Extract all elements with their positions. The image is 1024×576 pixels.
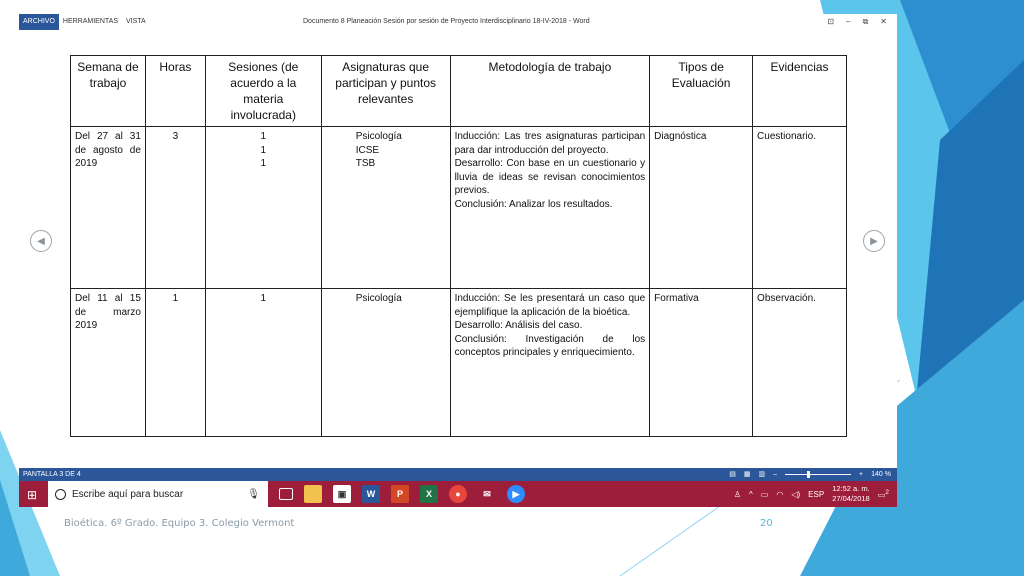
mail-icon[interactable]: ✉ [483, 488, 491, 499]
cortana-icon [55, 489, 66, 500]
session-value: 1 [260, 293, 267, 304]
cell-evaluacion: Diagnóstica [650, 127, 753, 289]
word-icon[interactable]: W [362, 485, 380, 503]
volume-icon[interactable]: ◁) [791, 489, 801, 499]
title-bar [19, 14, 897, 30]
previous-screen-icon[interactable]: ◀ [30, 230, 52, 252]
clock-time: 12:52 a. m. [832, 484, 870, 493]
language-indicator[interactable]: ESP [808, 489, 825, 499]
fit-screen-icon[interactable]: ⊡ [827, 17, 835, 26]
slide-number: 20 [760, 518, 773, 529]
search-placeholder: Escribe aquí para buscar [72, 488, 184, 500]
notification-count: 2 [885, 488, 889, 496]
cell-horas: 1 [145, 289, 205, 437]
powerpoint-icon[interactable]: P [391, 485, 409, 503]
word-screenshot [19, 14, 897, 507]
session-value: 1 [260, 158, 267, 169]
menu-vista[interactable]: VISTA [126, 18, 146, 25]
header-horas: Horas [145, 56, 205, 127]
slide-footer: Bioética. 6º Grado. Equipo 3. Colegio Vermont [64, 518, 295, 529]
cell-evidencias: Cuestionario. [753, 127, 847, 289]
session-value: 1 [260, 131, 267, 142]
header-evidencias: Evidencias [753, 56, 847, 127]
cell-evaluacion: Formativa [650, 289, 753, 437]
method-desarrollo: Desarrollo: Análisis del caso. [454, 320, 583, 331]
header-evaluacion: Tipos de Evaluación [650, 56, 753, 127]
cell-sesiones [205, 289, 321, 437]
cell-metodologia [450, 127, 650, 289]
store-icon[interactable]: ▣ [333, 485, 351, 503]
method-induccion: Inducción: Se les presentará un caso que ejemplifique la aplicación de la bioética. [454, 293, 646, 318]
cell-asignaturas [321, 127, 450, 289]
close-icon[interactable]: ✕ [880, 17, 887, 26]
windows-taskbar [19, 481, 897, 507]
restore-icon[interactable]: ⧉ [862, 17, 869, 26]
method-desarrollo: Desarrollo: Con base en un cuestionario y lluvia de ideas se revisan conocimientos previos. [454, 158, 646, 196]
session-value: 1 [260, 144, 267, 156]
table-row [71, 127, 847, 289]
windows-start-icon[interactable]: ⊞ [27, 488, 38, 502]
menu-bar [19, 14, 150, 30]
web-layout-icon[interactable]: ▥ [758, 471, 766, 478]
document-title: Documento 8 Planeación Sesión por sesión de Proyecto Interdisciplinario 18-IV-2018 - Word [303, 18, 590, 25]
method-conclusion: Conclusión: Analizar los resultados. [454, 198, 613, 210]
clock[interactable] [832, 484, 870, 504]
window-controls [827, 14, 887, 30]
method-conclusion: Conclusión: Investigación de los conceptos principales y enriquecimiento. [454, 333, 646, 358]
zoom-in-button[interactable]: + [859, 471, 864, 478]
chrome-icon[interactable]: ● [449, 485, 467, 503]
planning-table [70, 55, 847, 437]
zoom-out-button[interactable]: – [773, 471, 778, 478]
minimize-icon[interactable]: – [846, 17, 851, 26]
show-hidden-icons[interactable]: ^ [749, 489, 753, 499]
cell-metodologia [450, 289, 650, 437]
notification-icon[interactable]: ▭$^2$ [877, 488, 889, 500]
subject-item: Psicología [355, 293, 402, 304]
method-induccion: Inducción: Las tres asignaturas participan para dar introducción del proyecto. [454, 131, 646, 156]
zoom-level[interactable]: 140 % [871, 471, 891, 478]
read-mode-icon[interactable]: ▤ [729, 471, 736, 478]
menu-archivo[interactable]: ARCHIVO [19, 14, 59, 30]
cell-semana: Del 11 al 15 de marzo 2019 [71, 289, 146, 437]
people-icon[interactable]: ♙ [733, 489, 742, 499]
subject-item: Psicología [355, 131, 402, 142]
view-controls [729, 468, 891, 481]
header-sesiones: Sesiones (de acuerdo a la materia involucrada) [205, 56, 321, 127]
file-explorer-icon[interactable] [304, 485, 322, 503]
clock-date: 27/04/2018 [832, 494, 870, 503]
cell-horas: 3 [145, 127, 205, 289]
cell-evidencias: Observación. [753, 289, 847, 437]
zoom-slider[interactable] [785, 474, 851, 475]
subject-item: ICSE [355, 144, 380, 156]
pinned-apps [279, 485, 525, 503]
excel-icon[interactable]: X [420, 485, 438, 503]
cell-sesiones [205, 127, 321, 289]
zoom-app-icon[interactable]: ▶ [507, 485, 525, 503]
table-header-row [71, 56, 847, 127]
wifi-icon[interactable]: ◠ [776, 489, 784, 499]
table-row [71, 289, 847, 437]
document-area [19, 30, 897, 468]
header-metodologia: Metodología de trabajo [450, 56, 650, 127]
microphone-icon[interactable]: 🎙 [247, 488, 260, 500]
print-layout-icon[interactable]: ▦ [743, 471, 751, 478]
next-screen-icon[interactable]: ▶ [863, 230, 885, 252]
battery-icon[interactable]: ▭ [760, 489, 769, 499]
header-asignaturas: Asignaturas que participan y puntos relevantes [321, 56, 450, 127]
zoom-slider-thumb[interactable] [807, 471, 810, 478]
cell-asignaturas [321, 289, 450, 437]
menu-herramientas[interactable]: HERRAMIENTAS [62, 18, 119, 25]
cell-semana: Del 27 al 31 de agosto de 2019 [71, 127, 146, 289]
system-tray [734, 481, 889, 507]
header-semana: Semana de trabajo [71, 56, 146, 127]
taskbar-search[interactable] [48, 481, 268, 507]
screen-indicator: PANTALLA 3 DE 4 [23, 471, 81, 478]
task-view-icon[interactable] [279, 488, 293, 500]
status-bar [19, 468, 897, 481]
subject-item: TSB [355, 158, 376, 169]
